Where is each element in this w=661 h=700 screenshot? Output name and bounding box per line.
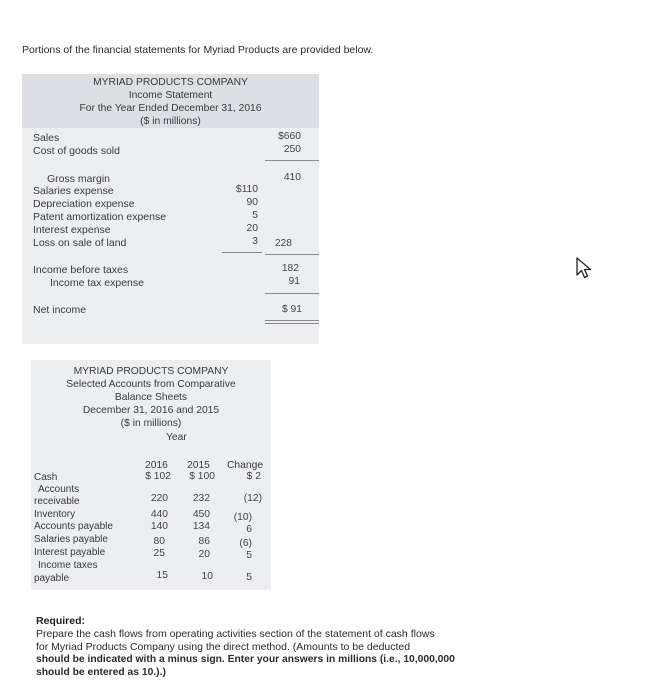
bs-row-change: (12) xyxy=(243,493,262,504)
bs-row-change: 5 xyxy=(246,572,252,583)
expense-value: $110 xyxy=(235,184,258,195)
required-line-3: should be indicated with a minus sign. Enter your answers in millions (i.e., 10,000,000 xyxy=(36,654,455,665)
mouse-cursor-icon xyxy=(575,256,593,280)
expense-label: Salaries expense xyxy=(33,185,114,197)
bs-row-2016: 220 xyxy=(150,493,168,504)
bs-row-label: Salaries payable xyxy=(34,534,108,545)
expense-value: 20 xyxy=(246,223,258,234)
is-company-name: MYRIAD PRODUCTS COMPANY xyxy=(93,77,248,88)
bs-row-change: 5 xyxy=(246,550,252,561)
expense-label: Depreciation expense xyxy=(33,198,135,210)
required-line-4: should be entered as 10.).) xyxy=(36,667,166,678)
expenses-rule xyxy=(222,252,262,253)
is-units: ($ in millions) xyxy=(140,116,201,127)
bs-row-label-cont: receivable xyxy=(34,496,80,507)
bs-units: ($ in millions) xyxy=(120,418,182,429)
sales-value: $660 xyxy=(278,131,301,142)
income-before-taxes-label: Income before taxes xyxy=(33,264,129,276)
expense-label: Loss on sale of land xyxy=(33,237,127,249)
required-heading: Required: xyxy=(36,615,86,627)
bs-row-2015: 20 xyxy=(198,549,210,560)
bs-row-2015: 134 xyxy=(192,521,210,532)
bs-row-change: 6 xyxy=(246,524,252,535)
is-period: For the Year Ended December 31, 2016 xyxy=(79,103,262,114)
bs-title-line2: Balance Sheets xyxy=(114,392,188,403)
expense-label: Interest expense xyxy=(33,224,111,236)
bs-row-2015: 10 xyxy=(201,571,213,582)
bs-row-change: (10) xyxy=(233,512,252,523)
bs-company-name: MYRIAD PRODUCTS COMPANY xyxy=(73,366,229,377)
sales-label: Sales xyxy=(33,132,60,144)
net-income-double-rule-bottom xyxy=(265,323,319,324)
expense-value: 90 xyxy=(246,197,258,208)
income-tax-value: 91 xyxy=(288,276,300,287)
bs-row-2015: 86 xyxy=(198,536,210,547)
required-line-1: Prepare the cash flows from operating activities section of the statement of cash flows xyxy=(36,628,435,640)
bs-row-2015: $ 100 xyxy=(189,471,215,482)
bs-row-label: Accounts payable xyxy=(34,521,113,532)
bs-row-label: Income taxes xyxy=(38,560,98,571)
net-income-label: Net income xyxy=(33,304,87,316)
bs-col-2016: 2016 xyxy=(145,460,168,471)
expense-value: 3 xyxy=(252,236,258,247)
cogs-rule xyxy=(265,160,319,161)
bs-year-label: Year xyxy=(166,432,187,443)
bs-dates: December 31, 2016 and 2015 xyxy=(82,405,220,416)
gross-margin-value: 410 xyxy=(283,172,301,183)
bs-row-label: Inventory xyxy=(34,509,76,520)
bs-col-change: Change xyxy=(227,460,264,471)
total-expenses-value: 228 xyxy=(274,238,292,249)
bs-row-label: Cash xyxy=(34,472,58,483)
income-tax-label: Income tax expense xyxy=(50,277,144,289)
bs-row-2016: 15 xyxy=(156,570,168,581)
total-expenses-rule xyxy=(265,254,319,255)
bs-row-2015: 232 xyxy=(192,493,210,504)
income-before-taxes-value: 182 xyxy=(281,263,299,274)
cogs-value: 250 xyxy=(283,144,301,155)
bs-row-2016: $ 102 xyxy=(145,471,171,482)
bs-row-label: Accounts xyxy=(38,484,80,495)
net-income-value: $ 91 xyxy=(281,304,302,315)
gross-margin-label: Gross margin xyxy=(47,173,111,185)
bs-row-2016: 25 xyxy=(153,548,165,559)
tax-rule xyxy=(265,293,319,294)
bs-col-2015: 2015 xyxy=(187,460,210,471)
bs-row-2015: 450 xyxy=(192,509,210,520)
bs-row-label: Interest payable xyxy=(34,547,106,558)
bs-row-2016: 80 xyxy=(153,536,165,547)
expense-value: 5 xyxy=(252,210,258,221)
bs-row-2016: 140 xyxy=(150,521,168,532)
bs-row-change: $ 2 xyxy=(246,471,261,482)
cogs-label: Cost of goods sold xyxy=(33,145,120,157)
bs-title-line1: Selected Accounts from Comparative xyxy=(66,379,236,390)
bs-row-label-cont: payable xyxy=(34,573,70,584)
intro-text: Portions of the financial statements for Myriad Products are provided below. xyxy=(22,44,374,56)
net-income-double-rule-top xyxy=(265,320,319,321)
expense-label: Patent amortization expense xyxy=(33,211,167,223)
required-line-2: for Myriad Products Company using the direct method. (Amounts to be deducted xyxy=(36,641,411,653)
is-title: Income Statement xyxy=(128,90,213,101)
bs-row-2016: 440 xyxy=(150,509,168,520)
bs-row-change: (6) xyxy=(239,538,252,549)
